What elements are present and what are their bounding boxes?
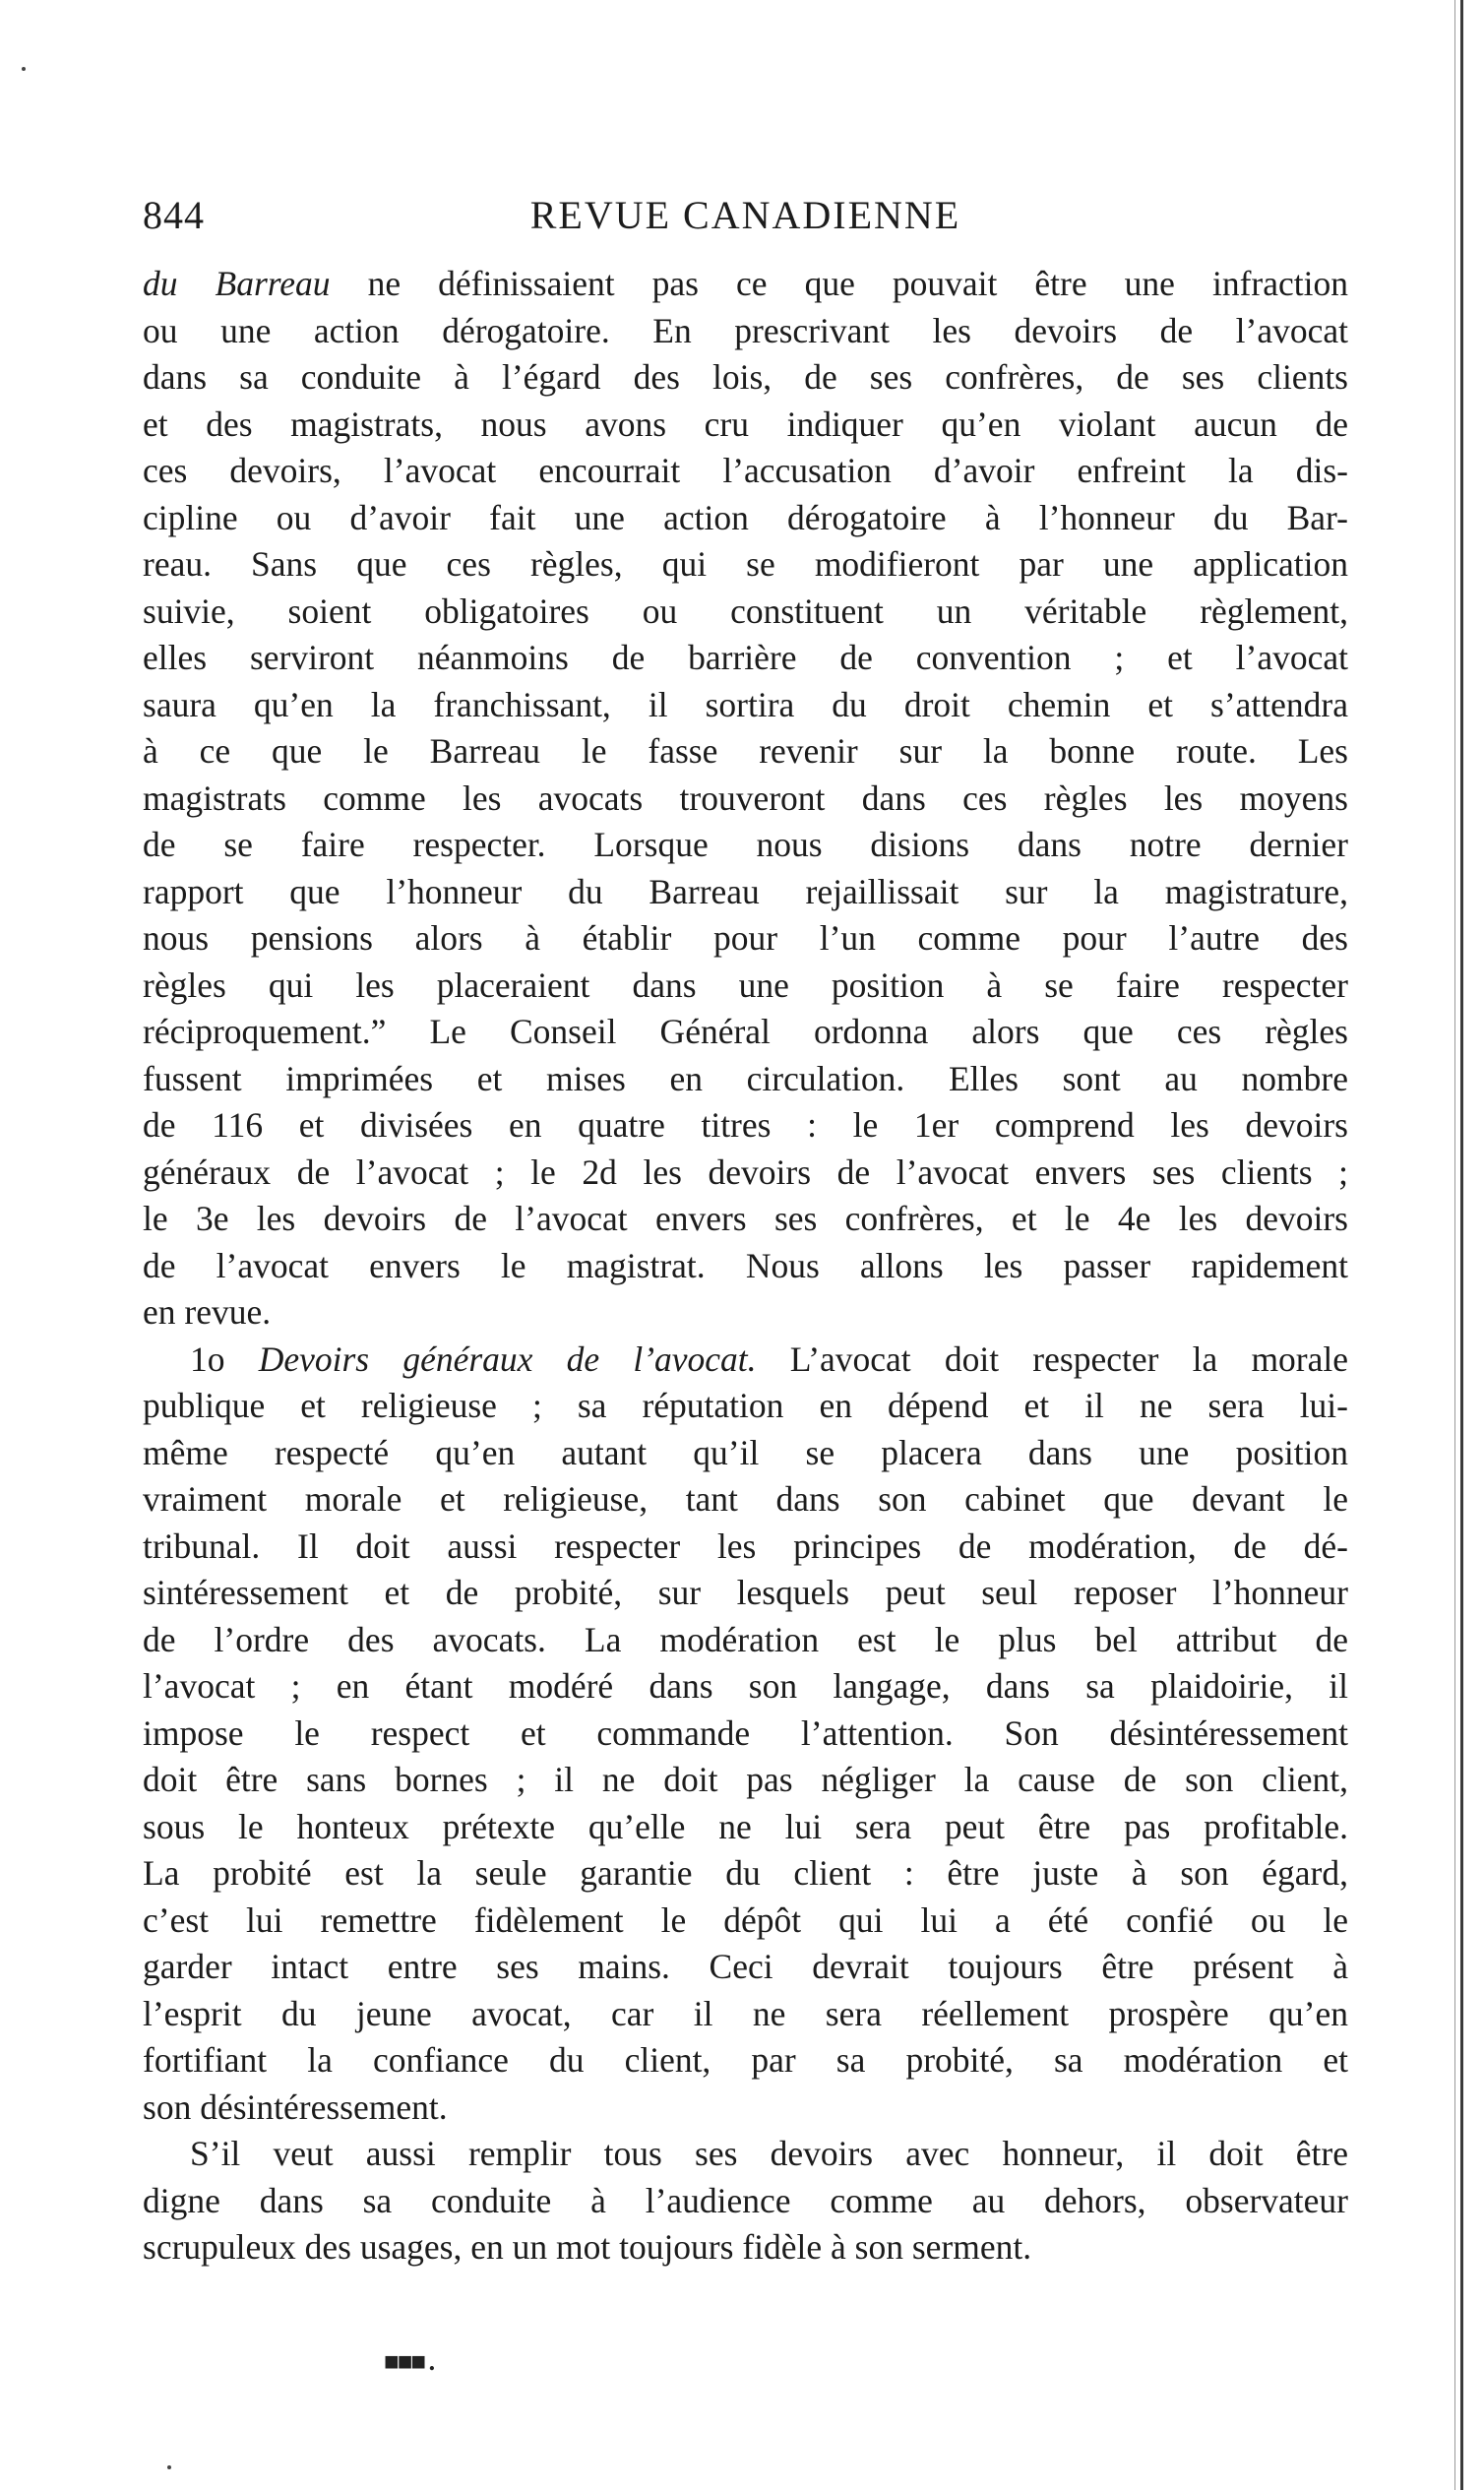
line-text: L’avocat doit respecter la morale (756, 1338, 1348, 1379)
scan-edge-line (1454, 0, 1455, 2490)
line-text: même respecté qu’en autant qu’il se placera dans une position (143, 1432, 1348, 1472)
line-text: doit être sans bornes ; il ne doit pas négliger la cause de son client, (143, 1760, 1348, 1799)
line-text: en revue. (143, 1292, 272, 1332)
scan-binding-edge (1460, 0, 1463, 2490)
line-text: garder intact entre ses mains. Ceci devrait toujours être présent à (143, 1947, 1348, 1986)
line-text: à ce que le Barreau le fasse revenir sur la bonne route. Les (143, 731, 1348, 771)
line-text: fortifiant la confiance du client, par sa probité, sa modération et (143, 2040, 1348, 2080)
book-page (143, 192, 1348, 2272)
line-text: digne dans sa conduite à l’audience comme au dehors, observateur (143, 2180, 1348, 2220)
text-line (143, 963, 1348, 1010)
text-line (143, 915, 1348, 963)
text-line (143, 1524, 1348, 1571)
text-line (143, 2131, 1348, 2178)
line-text: tribunal. Il doit aussi respecter les principes de modération, de dé- (143, 1525, 1348, 1566)
text-line (143, 448, 1348, 495)
text-line (143, 635, 1348, 682)
line-text: S’il veut aussi remplir tous ses devoirs avec honneur, il doit être (190, 2134, 1348, 2173)
text-line (143, 1430, 1348, 1477)
paragraph-1 (143, 261, 1348, 1337)
paragraph-3 (143, 2131, 1348, 2272)
text-line (143, 1850, 1348, 1898)
page-number: 844 (143, 193, 205, 237)
line-text: rapport que l’honneur du Barreau rejaillissait sur la magistrature, (143, 871, 1348, 911)
running-title: REVUE CANADIENNE (529, 193, 961, 237)
line-text: dans sa conduite à l’égard des lois, de ses confrères, de ses clients (143, 357, 1348, 397)
text-line (143, 1991, 1348, 2038)
text-line (143, 1663, 1348, 1711)
text-line (143, 1009, 1348, 1056)
line-text: magistrats comme les avocats trouveront dans ces règles les moyens (143, 778, 1348, 818)
text-line (143, 1243, 1348, 1290)
line-text: nous pensions alors à établir pour l’un comme pour l’autre des (143, 918, 1348, 958)
text-line (143, 1102, 1348, 1150)
italic-heading: du Barreau (143, 264, 331, 303)
text-line (143, 1476, 1348, 1524)
scan-speck (167, 2465, 171, 2469)
line-text: ne définissaient pas ce que pouvait être une infraction (330, 264, 1348, 303)
line-text: ces devoirs, l’avocat encourrait l’accusation d’avoir enfreint la dis- (143, 451, 1348, 490)
line-text: suivie, soient obligatoires ou constituent un véritable règlement, (143, 591, 1348, 631)
line-text: sintéressement et de probité, sur lesquels peut seul reposer l’honneur (143, 1573, 1348, 1612)
line-text: le 3e les devoirs de l’avocat envers ses confrères, et le 4e les devoirs (143, 1199, 1348, 1238)
line-text: sous le honteux prétexte qu’elle ne lui sera peut être pas profitable. (143, 1806, 1348, 1846)
line-text: c’est lui remettre fidèlement le dépôt qui lui a été confié ou le (143, 1899, 1348, 1940)
paragraph-2 (143, 1337, 1348, 2132)
text-line (143, 589, 1348, 636)
text-line (143, 1944, 1348, 1991)
line-text: règles qui les placeraient dans une position à se faire respecter (143, 965, 1348, 1005)
text-line (143, 1617, 1348, 1664)
line-text: reau. Sans que ces règles, qui se modifieront par une application (143, 544, 1348, 584)
text-line (143, 1570, 1348, 1617)
line-text: et des magistrats, nous avons cru indiquer qu’en violant aucun de (143, 404, 1348, 444)
text-line (143, 308, 1348, 355)
line-text: saura qu’en la franchissant, il sortira du droit chemin et s’attendra (143, 684, 1348, 724)
text-line (143, 495, 1348, 542)
text-line (143, 1196, 1348, 1243)
text-line (143, 2085, 1348, 2132)
line-text: elles serviront néanmoins de barrière de convention ; et l’avocat (143, 638, 1348, 677)
line-text: de l’avocat envers le magistrat. Nous allons les passer rapidement (143, 1245, 1348, 1285)
line-text: l’esprit du jeune avocat, car il ne sera réellement prospère qu’en (143, 1993, 1348, 2033)
text-line (143, 869, 1348, 916)
line-text: réciproquement.” Le Conseil Général ordonna alors que ces règles (143, 1012, 1348, 1051)
line-text: La probité est la seule garantie du client : être juste à son égard, (143, 1853, 1348, 1893)
italic-heading: Devoirs généraux de l’avocat. (258, 1338, 757, 1379)
line-text: cipline ou d’avoir fait une action dérogatoire à l’honneur du Bar- (143, 497, 1348, 537)
line-text: ou une action dérogatoire. En prescrivant les devoirs de l’avocat (143, 310, 1348, 350)
text-line (143, 776, 1348, 823)
line-text: publique et religieuse ; sa réputation en dépend et il ne sera lui- (143, 1386, 1348, 1425)
text-line (143, 1337, 1348, 1384)
text-line (143, 261, 1348, 308)
text-line (143, 1056, 1348, 1103)
ink-smudge-mark: ■■■ . (384, 2347, 434, 2376)
text-line (143, 822, 1348, 869)
text-line (143, 728, 1348, 776)
line-text: impose le respect et commande l’attention. Son désintéressement (143, 1712, 1348, 1753)
text-line (143, 1150, 1348, 1197)
text-line (143, 354, 1348, 402)
text-line (143, 2037, 1348, 2085)
line-text: de l’ordre des avocats. La modération est le plus bel attribut de (143, 1619, 1348, 1659)
text-line (143, 1383, 1348, 1430)
line-text: fussent imprimées et mises en circulation. Elles sont au nombre (143, 1058, 1348, 1098)
text-line (143, 1711, 1348, 1758)
line-text: de se faire respecter. Lorsque nous disions dans notre dernier (143, 825, 1348, 864)
line-text: son désintéressement. (143, 2086, 448, 2127)
text-line (143, 1289, 1348, 1337)
scan-speck (22, 67, 26, 71)
text-line (143, 1757, 1348, 1804)
page-header (143, 192, 1348, 261)
text-line (143, 2178, 1348, 2225)
body-text (143, 261, 1348, 2272)
text-line (143, 2224, 1348, 2272)
line-text: l’avocat ; en étant modéré dans son langage, dans sa plaidoirie, il (143, 1666, 1348, 1706)
text-line (143, 1804, 1348, 1851)
line-text: de 116 et divisées en quatre titres : le 1er comprend les devoirs (143, 1105, 1348, 1145)
line-text: vraiment morale et religieuse, tant dans son cabinet que devant le (143, 1479, 1348, 1519)
section-number: 1o (190, 1338, 259, 1379)
text-line (143, 541, 1348, 589)
text-line (143, 682, 1348, 729)
line-text: généraux de l’avocat ; le 2d les devoirs de l’avocat envers ses clients ; (143, 1152, 1348, 1192)
text-line (143, 402, 1348, 449)
line-text: scrupuleux des usages, en un mot toujours fidèle à son serment. (143, 2227, 1032, 2267)
text-line (143, 1898, 1348, 1945)
